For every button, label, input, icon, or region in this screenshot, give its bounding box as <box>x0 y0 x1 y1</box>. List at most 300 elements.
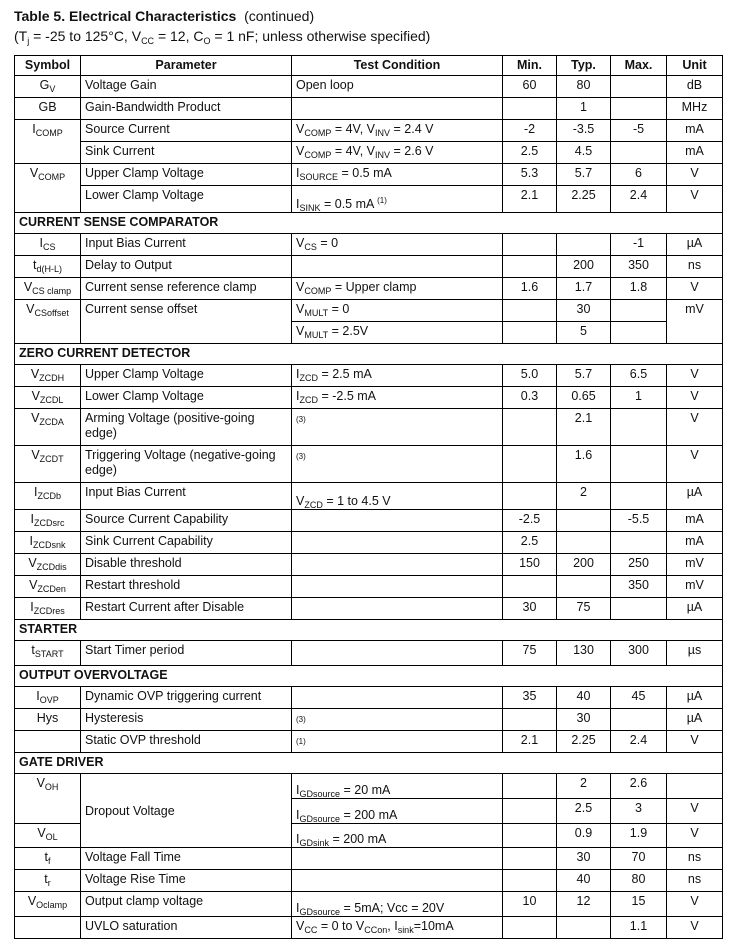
section-title: ZERO CURRENT DETECTOR <box>15 344 723 365</box>
subscript: ZCD <box>304 500 323 510</box>
subscript: GDsource <box>299 907 340 917</box>
table-row <box>15 120 723 142</box>
text-segment: = 0 <box>328 302 350 316</box>
text-segment: V <box>296 144 305 158</box>
electrical-characteristics-table <box>14 55 723 939</box>
section-header-row <box>15 620 723 641</box>
min-cell: -2 <box>503 120 557 142</box>
typ-cell: 80 <box>557 76 611 98</box>
max-cell: 1.1 <box>611 917 667 939</box>
subscript: COMP <box>304 150 332 160</box>
text-segment: (T <box>14 28 28 44</box>
min-cell <box>503 98 557 120</box>
parameter-cell: Voltage Gain <box>81 76 292 98</box>
text-segment: I <box>296 901 300 915</box>
max-cell: 80 <box>611 870 667 892</box>
max-cell: 70 <box>611 848 667 870</box>
subscript: GDsink <box>299 838 329 848</box>
unit-cell: MHz <box>667 98 723 120</box>
test-condition-cell <box>292 731 503 753</box>
test-condition-cell <box>292 709 503 731</box>
test-condition-cell <box>292 576 503 598</box>
symbol-cell <box>15 300 81 344</box>
text-segment: V <box>29 578 38 592</box>
text-segment: t <box>44 872 48 886</box>
text-segment: V <box>28 556 37 570</box>
typ-cell: 4.5 <box>557 142 611 164</box>
unit-cell: V <box>667 164 723 186</box>
test-condition-cell <box>292 300 503 322</box>
subscript: sink <box>397 925 414 935</box>
min-cell: 60 <box>503 76 557 98</box>
test-condition-cell <box>292 774 503 799</box>
text-segment: I <box>296 389 300 403</box>
typ-cell: 75 <box>557 598 611 620</box>
subscript: ZCDdis <box>36 562 67 572</box>
table-row <box>15 387 723 409</box>
symbol-cell <box>15 774 81 824</box>
subscript: CS <box>304 242 317 252</box>
text-segment: = 1 to 4.5 V <box>322 494 391 508</box>
max-cell <box>611 483 667 510</box>
test-condition-cell <box>292 848 503 870</box>
text-segment: I <box>39 236 43 250</box>
footnote-ref: (1) <box>296 737 306 746</box>
parameter-cell: Lower Clamp Voltage <box>81 186 292 213</box>
text-segment: I <box>296 808 300 822</box>
parameter-cell: Upper Clamp Voltage <box>81 164 292 186</box>
subscript: CCon <box>364 925 388 935</box>
symbol-cell <box>15 824 81 848</box>
text-segment: Hys <box>36 711 59 725</box>
symbol-cell <box>15 731 81 753</box>
table-row <box>15 278 723 300</box>
typ-cell <box>557 510 611 532</box>
text-segment: V <box>29 166 39 180</box>
parameter-cell: Hysteresis <box>81 709 292 731</box>
unit-cell: µA <box>667 483 723 510</box>
test-condition-cell <box>292 870 503 892</box>
min-cell <box>503 799 557 824</box>
typ-cell: 2.25 <box>557 186 611 213</box>
table-row <box>15 892 723 917</box>
section-title: STARTER <box>15 620 723 641</box>
text-segment: V <box>23 280 33 294</box>
table-row <box>15 731 723 753</box>
subscript: OVP <box>39 695 59 705</box>
typ-cell: 0.65 <box>557 387 611 409</box>
min-cell: 150 <box>503 554 557 576</box>
unit-cell: V <box>667 365 723 387</box>
subscript: O <box>203 36 211 46</box>
parameter-cell: Dropout Voltage <box>81 774 292 848</box>
text-segment: I <box>34 485 38 499</box>
footnote-ref: (3) <box>296 715 306 724</box>
section-title: CURRENT SENSE COMPARATOR <box>15 213 723 234</box>
typ-cell: 5.7 <box>557 164 611 186</box>
text-segment: GB <box>38 100 57 114</box>
text-segment: V <box>31 448 40 462</box>
subscript: INV <box>375 150 391 160</box>
min-cell: 0.3 <box>503 387 557 409</box>
table-conditions <box>14 28 430 44</box>
table-row <box>15 510 723 532</box>
typ-cell: 40 <box>557 687 611 709</box>
header-typ: Typ. <box>557 56 611 76</box>
text-segment: G <box>39 78 50 92</box>
unit-cell: ns <box>667 256 723 278</box>
typ-cell: 2 <box>557 774 611 799</box>
section-header-row <box>15 666 723 687</box>
subscript: ZCDres <box>33 606 65 616</box>
max-cell: 15 <box>611 892 667 917</box>
table-row <box>15 709 723 731</box>
unit-cell: V <box>667 731 723 753</box>
parameter-cell: Static OVP threshold <box>81 731 292 753</box>
symbol-cell <box>15 234 81 256</box>
parameter-cell: Dynamic OVP triggering current <box>81 687 292 709</box>
test-condition-cell <box>292 824 503 848</box>
subscript: CC <box>304 925 318 935</box>
symbol-cell <box>15 687 81 709</box>
symbol-cell <box>15 598 81 620</box>
test-condition-cell <box>292 186 503 213</box>
table-row <box>15 532 723 554</box>
text-segment: V <box>30 367 40 381</box>
max-cell: 250 <box>611 554 667 576</box>
test-condition-cell <box>292 554 503 576</box>
unit-cell: V <box>667 917 723 939</box>
max-cell <box>611 142 667 164</box>
text-segment: Open loop <box>296 78 354 92</box>
test-condition-cell <box>292 687 503 709</box>
text-segment: = 4V, V <box>331 144 376 158</box>
min-cell: 2.1 <box>503 186 557 213</box>
unit-cell: mV <box>667 300 723 344</box>
text-segment: V <box>296 494 305 508</box>
text-segment: t <box>33 258 37 272</box>
parameter-cell: Gain-Bandwidth Product <box>81 98 292 120</box>
typ-cell: 12 <box>557 892 611 917</box>
table-row <box>15 409 723 446</box>
table-title-rest: (continued) <box>236 8 315 24</box>
table-title <box>14 8 314 24</box>
table-row <box>15 234 723 256</box>
min-cell: 30 <box>503 598 557 620</box>
parameter-cell: Input Bias Current <box>81 234 292 256</box>
subscript: Oclamp <box>36 900 68 910</box>
table-row <box>15 98 723 120</box>
header-unit: Unit <box>667 56 723 76</box>
text-segment: = 200 mA <box>340 808 398 822</box>
section-title: OUTPUT OVERVOLTAGE <box>15 666 723 687</box>
typ-cell: 0.9 <box>557 824 611 848</box>
max-cell <box>611 446 667 483</box>
unit-cell: µA <box>667 598 723 620</box>
text-segment: V <box>26 302 35 316</box>
min-cell <box>503 322 557 344</box>
subscript: COMP <box>304 128 332 138</box>
parameter-cell: Source Current Capability <box>81 510 292 532</box>
max-cell: 45 <box>611 687 667 709</box>
unit-cell: V <box>667 278 723 300</box>
min-cell <box>503 576 557 598</box>
header-max: Max. <box>611 56 667 76</box>
typ-cell: 200 <box>557 256 611 278</box>
max-cell: 6 <box>611 164 667 186</box>
parameter-cell: Delay to Output <box>81 256 292 278</box>
symbol-cell <box>15 483 81 510</box>
text-segment: V <box>296 302 305 316</box>
symbol-cell <box>15 870 81 892</box>
subscript: ZCDsnk <box>32 540 66 550</box>
max-cell: 2.6 <box>611 774 667 799</box>
table-row <box>15 365 723 387</box>
test-condition-cell <box>292 598 503 620</box>
max-cell <box>611 598 667 620</box>
text-segment: = 0.5 mA <box>338 166 392 180</box>
section-header-row <box>15 753 723 774</box>
header-test-condition: Test Condition <box>292 56 503 76</box>
symbol-cell <box>15 917 81 939</box>
parameter-cell: Sink Current Capability <box>81 532 292 554</box>
text-segment: V <box>296 236 305 250</box>
subscript: ZCDT <box>39 454 64 464</box>
subscript: COMP <box>304 286 332 296</box>
unit-cell: mA <box>667 142 723 164</box>
subscript: OH <box>44 782 59 792</box>
unit-cell <box>667 774 723 799</box>
test-condition-cell <box>292 532 503 554</box>
unit-cell: V <box>667 824 723 848</box>
symbol-cell <box>15 76 81 98</box>
text-segment: I <box>30 512 34 526</box>
unit-cell: V <box>667 409 723 446</box>
symbol-cell <box>15 256 81 278</box>
test-condition-cell <box>292 483 503 510</box>
subscript: ZCDb <box>37 491 61 501</box>
max-cell: 1.8 <box>611 278 667 300</box>
subscript: ZCDH <box>39 373 65 383</box>
subscript: d(H-L) <box>36 264 62 274</box>
text-segment: = 2.6 V <box>390 144 434 158</box>
text-segment: I <box>30 600 34 614</box>
min-cell: 35 <box>503 687 557 709</box>
min-cell <box>503 409 557 446</box>
min-cell <box>503 300 557 322</box>
text-segment: I <box>296 197 300 211</box>
test-condition-cell <box>292 76 503 98</box>
max-cell <box>611 709 667 731</box>
parameter-cell: Restart Current after Disable <box>81 598 292 620</box>
unit-cell: mA <box>667 120 723 142</box>
symbol-cell <box>15 387 81 409</box>
text-segment: I <box>36 689 40 703</box>
text-segment: = -25 to 125°C, V <box>29 28 142 44</box>
subscript: ZCDen <box>37 584 66 594</box>
parameter-cell: Input Bias Current <box>81 483 292 510</box>
min-cell <box>503 848 557 870</box>
typ-cell <box>557 234 611 256</box>
unit-cell: mA <box>667 532 723 554</box>
table-row <box>15 641 723 666</box>
text-segment: = Upper clamp <box>331 280 417 294</box>
typ-cell: 2.5 <box>557 799 611 824</box>
test-condition-cell <box>292 917 503 939</box>
parameter-cell: UVLO saturation <box>81 917 292 939</box>
table-row <box>15 186 723 213</box>
subscript: CC <box>141 36 155 46</box>
test-condition-cell <box>292 142 503 164</box>
parameter-cell: Start Timer period <box>81 641 292 666</box>
table-row <box>15 687 723 709</box>
symbol-cell <box>15 892 81 917</box>
min-cell: 2.1 <box>503 731 557 753</box>
text-segment: V <box>37 826 46 840</box>
text-segment: I <box>29 534 33 548</box>
test-condition-cell <box>292 278 503 300</box>
text-segment: I <box>296 166 300 180</box>
subscript: GDsource <box>299 789 340 799</box>
test-condition-cell <box>292 365 503 387</box>
header-symbol: Symbol <box>15 56 81 76</box>
test-condition-cell <box>292 322 503 344</box>
unit-cell: V <box>667 799 723 824</box>
text-segment: =10mA <box>413 919 454 933</box>
typ-cell: 2 <box>557 483 611 510</box>
unit-cell: V <box>667 186 723 213</box>
typ-cell: 5.7 <box>557 365 611 387</box>
typ-cell: 40 <box>557 870 611 892</box>
min-cell <box>503 483 557 510</box>
subscript: OL <box>45 832 58 842</box>
max-cell: -5 <box>611 120 667 142</box>
max-cell: 350 <box>611 256 667 278</box>
subscript: SOURCE <box>299 172 338 182</box>
unit-cell: µA <box>667 709 723 731</box>
parameter-cell: Voltage Fall Time <box>81 848 292 870</box>
max-cell: -5.5 <box>611 510 667 532</box>
text-segment: = 12, C <box>154 28 204 44</box>
text-segment: V <box>27 894 37 908</box>
table-row <box>15 870 723 892</box>
parameter-cell: Triggering Voltage (negative-going edge) <box>81 446 292 483</box>
symbol-cell <box>15 848 81 870</box>
subscript: ZCDL <box>39 395 64 405</box>
parameter-cell: Output clamp voltage <box>81 892 292 917</box>
min-cell: 2.5 <box>503 142 557 164</box>
max-cell: 6.5 <box>611 365 667 387</box>
max-cell <box>611 98 667 120</box>
typ-cell: -3.5 <box>557 120 611 142</box>
min-cell: 5.3 <box>503 164 557 186</box>
min-cell <box>503 774 557 799</box>
text-segment: = 4V, V <box>331 122 376 136</box>
text-segment: = 0 <box>316 236 339 250</box>
text-segment: = 0 to V <box>317 919 365 933</box>
unit-cell: ns <box>667 870 723 892</box>
symbol-cell <box>15 278 81 300</box>
test-condition-cell <box>292 510 503 532</box>
text-segment: V <box>296 280 305 294</box>
unit-cell: µA <box>667 234 723 256</box>
parameter-cell: Restart threshold <box>81 576 292 598</box>
test-condition-cell <box>292 164 503 186</box>
parameter-cell: Current sense reference clamp <box>81 278 292 300</box>
text-segment: V <box>31 411 40 425</box>
test-condition-cell <box>292 234 503 256</box>
table-row <box>15 848 723 870</box>
footnote-ref: (3) <box>296 415 306 424</box>
text-segment: = 200 mA <box>329 832 387 846</box>
subscript: MULT <box>304 330 329 340</box>
test-condition-cell <box>292 409 503 446</box>
text-segment: V <box>31 389 40 403</box>
symbol-cell <box>15 554 81 576</box>
symbol-cell <box>15 532 81 554</box>
text-segment: I <box>32 122 36 136</box>
unit-cell: ns <box>667 848 723 870</box>
min-cell: 75 <box>503 641 557 666</box>
table-row <box>15 598 723 620</box>
max-cell: -1 <box>611 234 667 256</box>
text-segment: = 5mA; Vcc = 20V <box>340 901 445 915</box>
subscript: V <box>49 84 56 94</box>
unit-cell: V <box>667 387 723 409</box>
unit-cell: µA <box>667 687 723 709</box>
table-row <box>15 774 723 799</box>
table-row <box>15 164 723 186</box>
min-cell <box>503 446 557 483</box>
min-cell: 2.5 <box>503 532 557 554</box>
header-parameter: Parameter <box>81 56 292 76</box>
typ-cell: 200 <box>557 554 611 576</box>
subscript: COMP <box>38 172 66 182</box>
min-cell <box>503 709 557 731</box>
typ-cell: 30 <box>557 709 611 731</box>
section-header-row <box>15 213 723 234</box>
unit-cell: mV <box>667 554 723 576</box>
subscript: CS <box>42 242 56 252</box>
typ-cell <box>557 576 611 598</box>
test-condition-cell <box>292 892 503 917</box>
text-segment: V <box>36 776 45 790</box>
text-segment: I <box>296 783 300 797</box>
symbol-cell <box>15 510 81 532</box>
min-cell: 1.6 <box>503 278 557 300</box>
text-segment: t <box>44 850 48 864</box>
min-cell <box>503 917 557 939</box>
text-segment: = -2.5 mA <box>317 389 376 403</box>
test-condition-cell <box>292 641 503 666</box>
unit-cell: dB <box>667 76 723 98</box>
text-segment: I <box>296 832 300 846</box>
test-condition-cell <box>292 387 503 409</box>
parameter-cell: Voltage Rise Time <box>81 870 292 892</box>
text-segment: = 20 mA <box>340 783 391 797</box>
max-cell <box>611 322 667 344</box>
text-segment: V <box>296 324 305 338</box>
parameter-cell: Upper Clamp Voltage <box>81 365 292 387</box>
max-cell <box>611 409 667 446</box>
min-cell: 5.0 <box>503 365 557 387</box>
text-segment: , I <box>387 919 398 933</box>
typ-cell: 30 <box>557 300 611 322</box>
parameter-cell: Current sense offset <box>81 300 292 344</box>
symbol-cell <box>15 576 81 598</box>
subscript: CSoffset <box>34 308 69 318</box>
test-condition-cell <box>292 120 503 142</box>
